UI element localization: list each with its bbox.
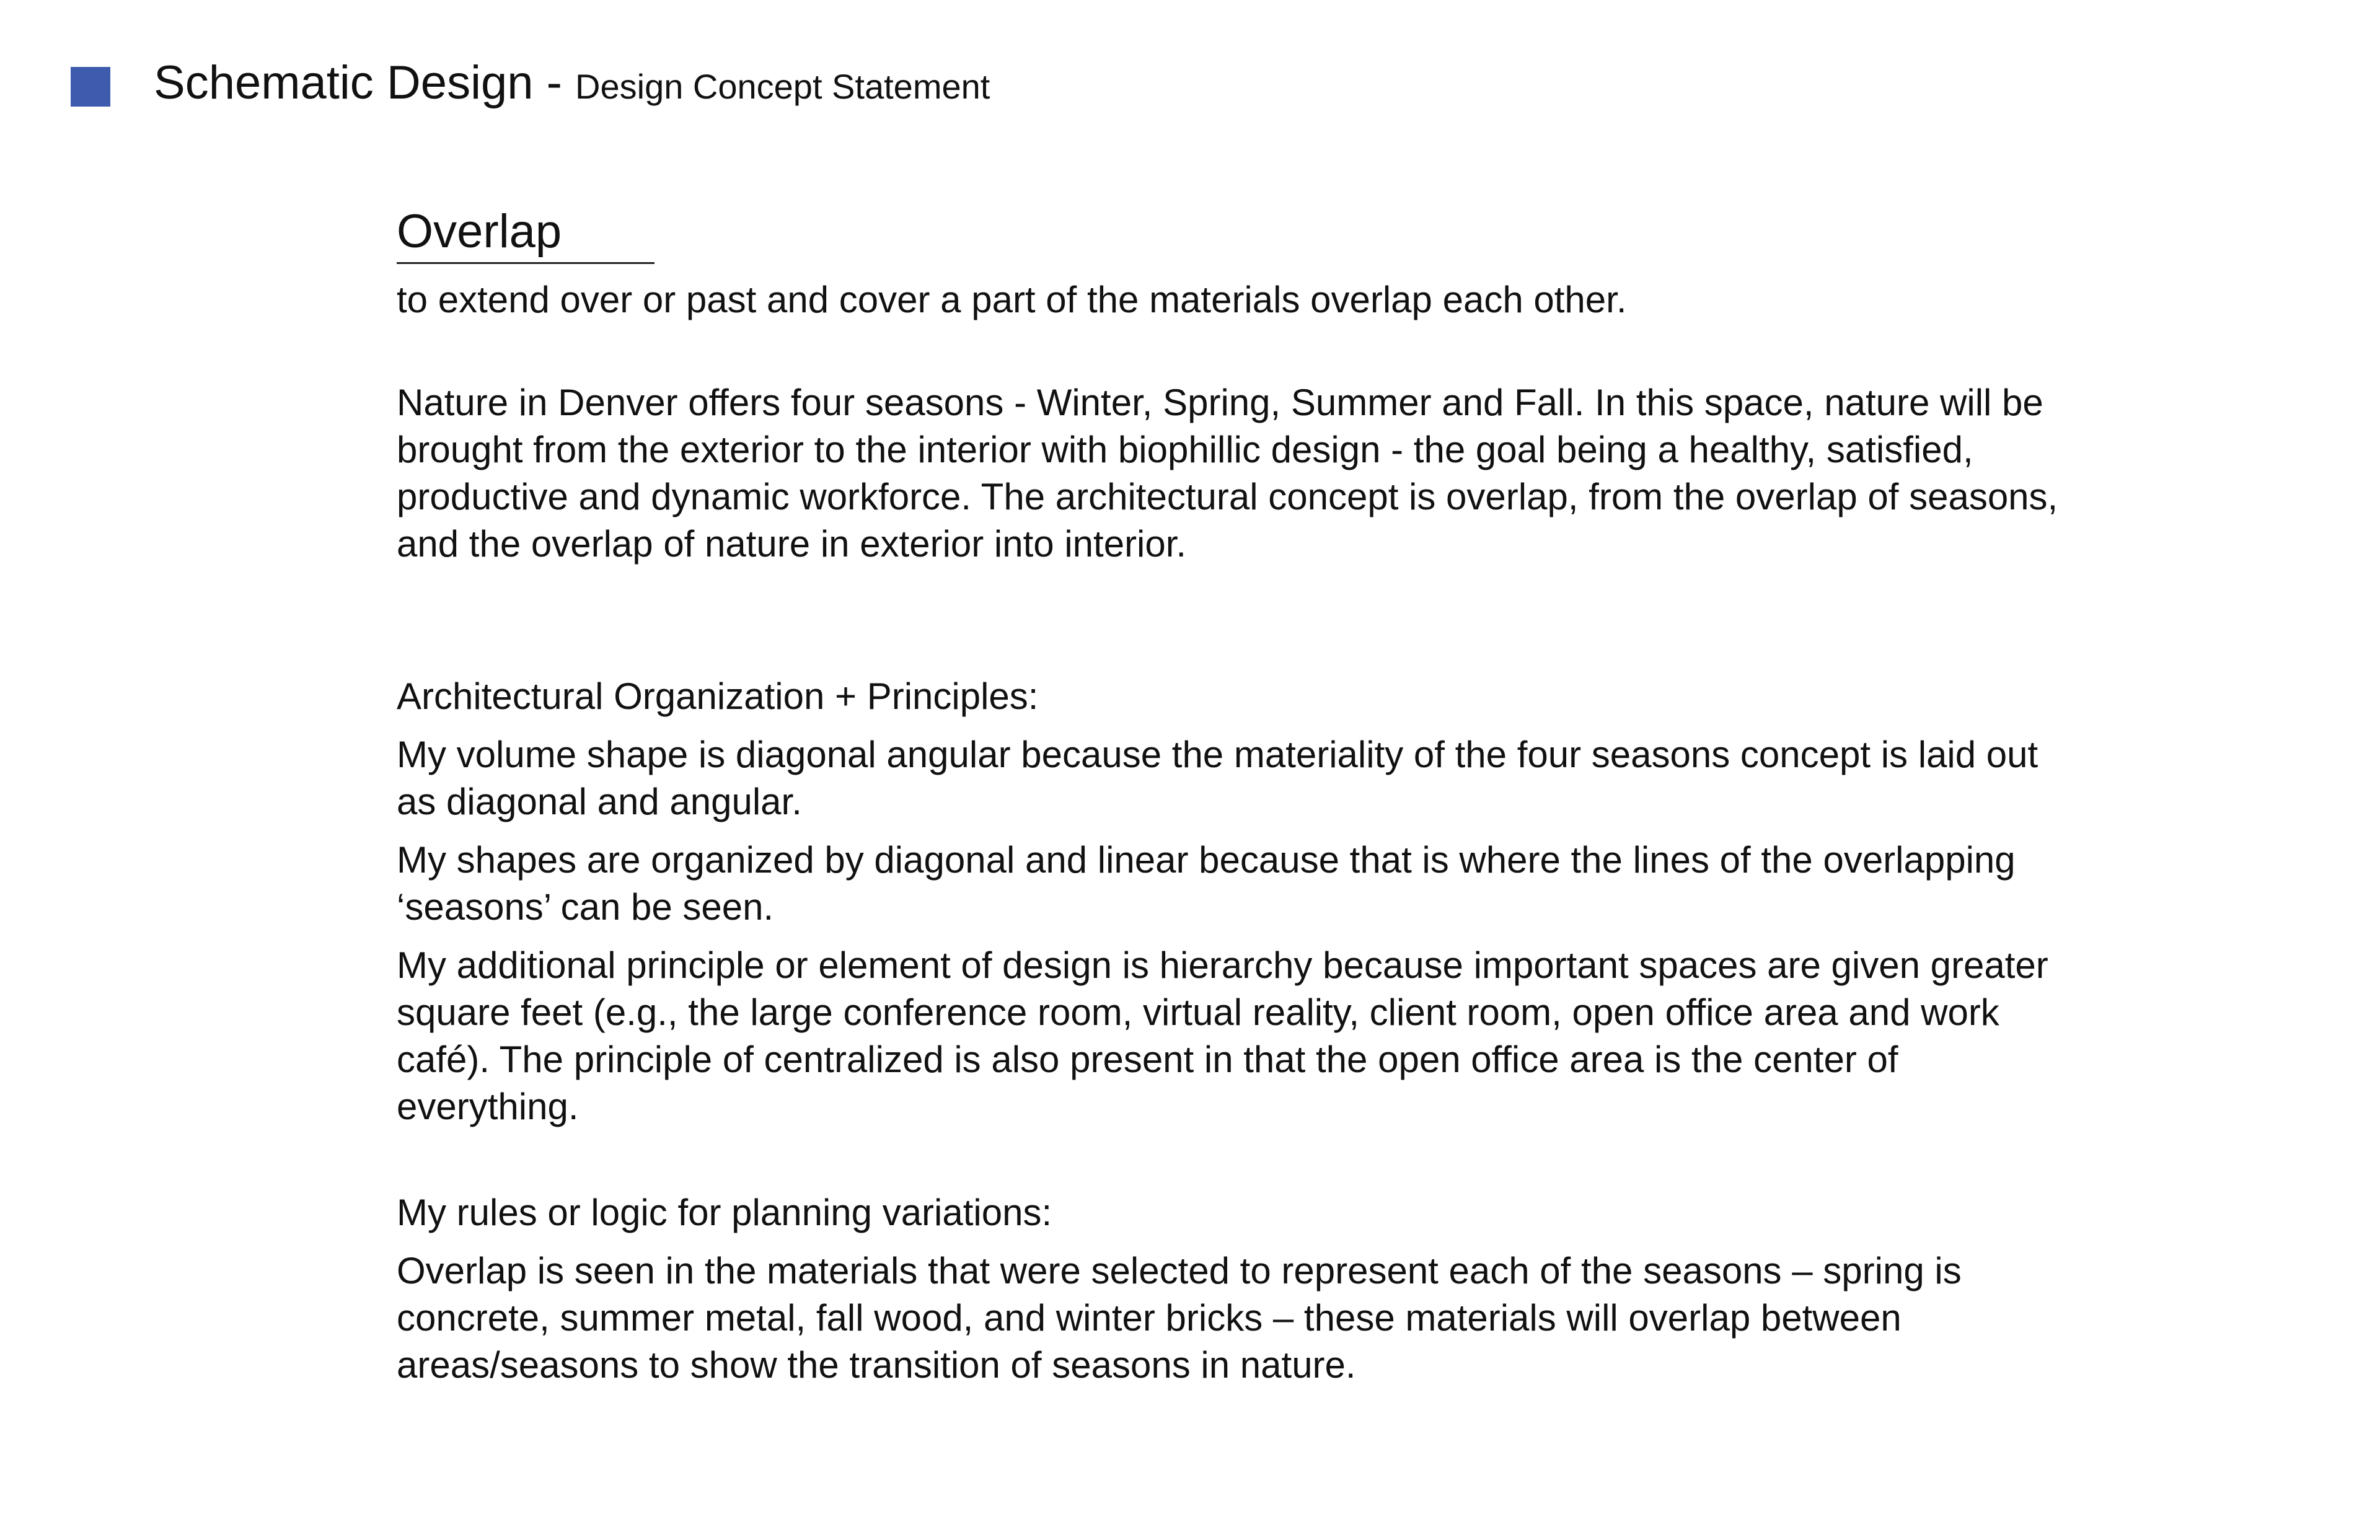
concept-intro: Nature in Denver offers four seasons - Winter, Spring, Summer and Fall. In this space, nature will be brought from the exterior to the interior with biophillic design - the goal being a healthy, satisfied, productive and dynamic workforce. The architectural concept is overlap, from the overlap of seasons, and the overlap of nature in exterior into interior. bbox=[397, 382, 2058, 565]
planning-paragraph: Overlap is seen in the materials that were selected to represent each of the seasons – spring is concrete, summer metal, fall wood, and winter bricks – these materials will overlap between areas/seasons to show the transition of seasons in nature. bbox=[397, 1250, 1962, 1386]
concept-term-block bbox=[397, 205, 654, 264]
page-header bbox=[71, 62, 110, 112]
organization-paragraph-hierarchy: My additional principle or element of design is hierarchy because important spaces are given greater square feet (e.g., the large conference room, virtual reality, client room, open office area and work café). The principle of centralized is also present in that the open office area is the center of everything. bbox=[397, 944, 2048, 1128]
concept-definition: to extend over or past and cover a part of the materials overlap each other. bbox=[397, 279, 1627, 321]
concept-statement bbox=[397, 205, 2070, 1389]
organization-heading: Architectural Organization + Principles: bbox=[397, 675, 1039, 718]
concept-term: Overlap bbox=[397, 205, 654, 264]
planning-heading: My rules or logic for planning variations: bbox=[397, 1192, 1052, 1234]
square-icon bbox=[71, 67, 110, 107]
page-title-separator: - bbox=[533, 56, 576, 109]
page-title bbox=[154, 56, 990, 109]
page-title-main: Schematic Design bbox=[154, 56, 534, 109]
organization-paragraph-volume: My volume shape is diagonal angular because the materiality of the four seasons concept is laid out as diagonal and angular. bbox=[397, 734, 2038, 823]
page-title-subtitle: Design Concept Statement bbox=[575, 67, 990, 106]
organization-paragraph-shapes: My shapes are organized by diagonal and linear because that is where the lines of the overlapping ‘seasons’ can be seen. bbox=[397, 839, 2016, 928]
